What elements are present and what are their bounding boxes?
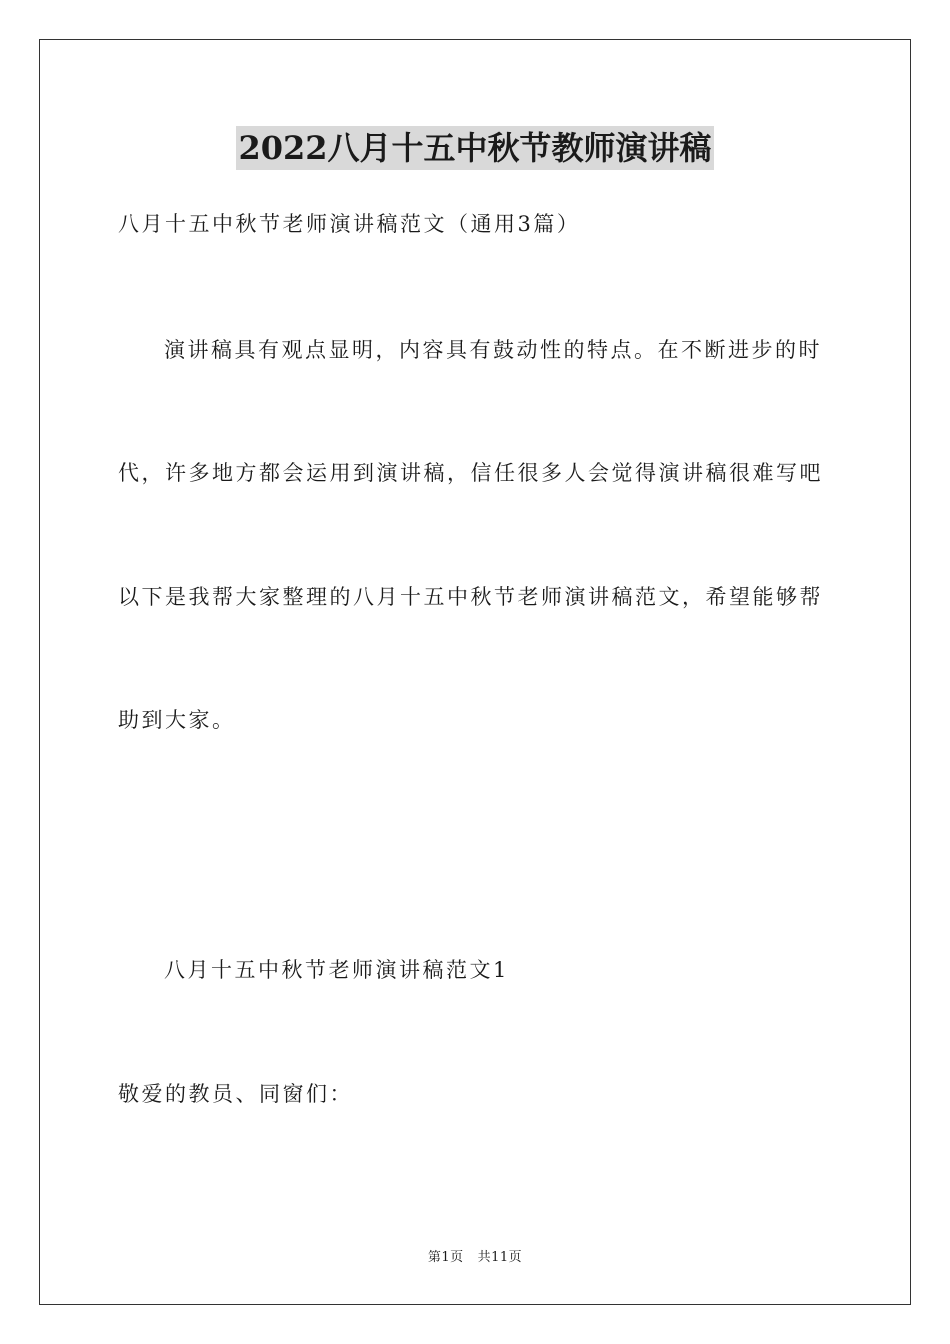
intro-line-4: 助到大家。 (118, 708, 236, 732)
section-heading: 八月十五中秋节老师演讲稿范文1 (164, 958, 509, 982)
page-number-total: 共11页 (477, 1250, 523, 1265)
title-container (0, 126, 950, 170)
salutation: 敬爱的教员、同窗们： (118, 1082, 353, 1106)
page-footer (0, 1249, 950, 1267)
document-subtitle: 八月十五中秋节老师演讲稿范文（通用3篇） (118, 212, 581, 236)
intro-line-2: 代，许多地方都会运用到演讲稿，信任很多人会觉得演讲稿很难写吧 (118, 461, 823, 485)
page-number-current: 第1页 (427, 1250, 464, 1265)
document-title: 2022八月十五中秋节教师演讲稿 (236, 126, 713, 170)
intro-line-1: 演讲稿具有观点显明，内容具有鼓动性的特点。在不断进步的时 (164, 338, 822, 362)
intro-line-3: 以下是我帮大家整理的八月十五中秋节老师演讲稿范文，希望能够帮 (118, 585, 823, 609)
